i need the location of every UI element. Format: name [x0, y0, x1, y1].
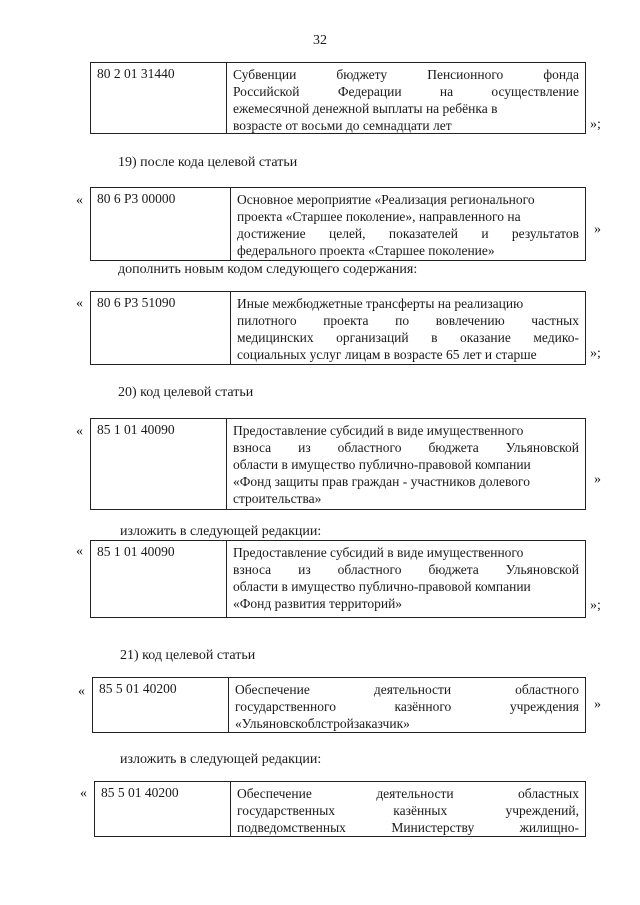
description-word: проекта «Старшее поколение», направленного на [237, 209, 521, 224]
description-word: областных [518, 786, 579, 801]
description-word: медико- [533, 330, 579, 345]
description-line [237, 346, 579, 363]
description-word: Пенсионного [427, 67, 504, 82]
description-word: деятельности [373, 682, 452, 697]
target-article-code: 80 6 P3 00000 [91, 188, 231, 260]
target-article-description [231, 188, 585, 260]
description-line [233, 83, 579, 100]
description-line [233, 66, 579, 83]
opening-quote: « [78, 684, 85, 699]
target-article-code: 85 5 01 40200 [95, 782, 231, 836]
target-article-code: 80 2 01 31440 [91, 63, 227, 133]
description-line [237, 225, 579, 242]
description-word: жилищно- [519, 820, 579, 835]
description-word: Предоставление субсидий в виде имущественного [233, 423, 524, 438]
description-word: Обеспечение [235, 682, 310, 697]
description-line [233, 117, 579, 134]
opening-quote: « [80, 786, 87, 801]
description-line [235, 715, 579, 732]
description-word: федерального проекта «Старшее поколение» [237, 243, 495, 258]
description-line [237, 208, 579, 225]
description-word: «Фонд развития территорий» [233, 596, 403, 611]
description-word: фонда [543, 67, 579, 82]
description-word: Обеспечение [237, 786, 312, 801]
description-word: Субвенции [233, 67, 297, 82]
closing-quote: »; [590, 598, 601, 613]
description-word: ежемесячной денежной выплаты на ребёнка в [233, 101, 498, 116]
description-line [233, 544, 579, 561]
description-word: областного [515, 682, 579, 697]
target-article-description [227, 541, 585, 617]
paragraph-19: 19) после кода целевой статьи [118, 155, 298, 170]
closing-quote: »; [590, 117, 601, 132]
description-word: казённого [394, 699, 452, 714]
description-word: «Фонд защиты прав граждан - участников долевого [233, 474, 530, 489]
target-article-description [227, 63, 585, 133]
page-number: 32 [313, 33, 327, 48]
description-line [237, 242, 579, 259]
code-table-row [90, 187, 586, 261]
description-line [233, 490, 579, 507]
description-word: учреждения [509, 699, 579, 714]
description-line [237, 295, 579, 312]
paragraph-21: 21) код целевой статьи [120, 648, 256, 663]
description-line [233, 595, 579, 612]
opening-quote: « [76, 544, 83, 559]
target-article-code: 85 5 01 40200 [93, 678, 229, 732]
description-word: достижение [237, 226, 306, 241]
description-word: оказание [460, 330, 511, 345]
description-word: социальных услуг лицам в возрасте 65 лет и старше [237, 347, 537, 362]
description-word: частных [531, 313, 579, 328]
code-table-row [90, 418, 586, 510]
target-article-code: 80 6 P3 51090 [91, 292, 231, 364]
description-word: Иные межбюджетные трансферты на реализацию [237, 296, 524, 311]
description-line [233, 578, 579, 595]
description-word: государственного [235, 699, 336, 714]
description-word: пилотного [237, 313, 297, 328]
target-article-description [227, 419, 585, 509]
paragraph-edit-2: изложить в следующей редакции: [120, 752, 322, 767]
paragraph-20: 20) код целевой статьи [118, 385, 254, 400]
description-word: Ульяновской [505, 562, 579, 577]
target-article-description [229, 678, 585, 732]
description-word: результатов [511, 226, 579, 241]
description-word: учреждений, [505, 803, 579, 818]
description-line [233, 422, 579, 439]
description-word: медицинских [237, 330, 314, 345]
closing-quote: »; [590, 346, 601, 361]
opening-quote: « [76, 193, 83, 208]
closing-quote: » [594, 472, 601, 487]
description-word: взноса [233, 440, 272, 455]
description-line [237, 329, 579, 346]
target-article-code: 85 1 01 40090 [91, 541, 227, 617]
target-article-description [231, 782, 585, 836]
description-line [237, 819, 579, 836]
description-word: вовлечению [435, 313, 505, 328]
description-word: из [298, 440, 311, 455]
opening-quote: « [76, 424, 83, 439]
closing-quote: » [594, 222, 601, 237]
description-line [237, 785, 579, 802]
description-word: Российской [233, 84, 300, 99]
description-line [237, 191, 579, 208]
description-word: осуществление [491, 84, 579, 99]
description-word: взноса [233, 562, 272, 577]
description-line [233, 561, 579, 578]
description-line [233, 439, 579, 456]
paragraph-edit-1: изложить в следующей редакции: [120, 524, 322, 539]
description-word: Министерству [391, 820, 475, 835]
description-word: деятельности [376, 786, 454, 801]
description-word: подведомственных [237, 820, 346, 835]
description-word: бюджета [428, 440, 479, 455]
description-word: проекта [323, 313, 369, 328]
description-word: бюджету [336, 67, 388, 82]
description-word: области в имущество публично-правовой компании [233, 579, 531, 594]
description-line [237, 312, 579, 329]
description-word: казённых [393, 803, 448, 818]
paragraph-add-code: дополнить новым кодом следующего содержания: [118, 262, 418, 277]
code-table-row [92, 677, 586, 733]
description-line [233, 100, 579, 117]
target-article-code: 85 1 01 40090 [91, 419, 227, 509]
description-word: в [431, 330, 438, 345]
description-word: областного [337, 440, 402, 455]
description-word: Предоставление субсидий в виде имущественного [233, 545, 524, 560]
code-table-row [90, 62, 586, 134]
description-word: «Ульяновскоблстройзаказчик» [235, 716, 410, 731]
description-word: организаций [336, 330, 409, 345]
description-line [237, 802, 579, 819]
description-word: на [439, 84, 454, 99]
code-table-row [94, 781, 586, 837]
description-word: области в имущество публично-правовой компании [233, 457, 531, 472]
description-word: и [481, 226, 489, 241]
description-word: строительства» [233, 491, 322, 506]
closing-quote: » [594, 697, 601, 712]
code-table-row [90, 540, 586, 618]
description-word: областного [337, 562, 402, 577]
description-word: Федерации [337, 84, 402, 99]
description-word: Ульяновской [505, 440, 579, 455]
description-word: бюджета [428, 562, 479, 577]
description-word: показателей [388, 226, 459, 241]
description-line [235, 698, 579, 715]
description-word: по [395, 313, 410, 328]
description-word: возрасте от восьми до семнадцати лет [233, 118, 452, 133]
description-word: Основное мероприятие «Реализация регионального [237, 192, 535, 207]
code-table-row [90, 291, 586, 365]
description-line [233, 456, 579, 473]
description-word: государственных [237, 803, 336, 818]
description-word: из [298, 562, 311, 577]
description-line [235, 681, 579, 698]
description-line [233, 473, 579, 490]
opening-quote: « [76, 296, 83, 311]
description-word: целей, [328, 226, 366, 241]
target-article-description [231, 292, 585, 364]
